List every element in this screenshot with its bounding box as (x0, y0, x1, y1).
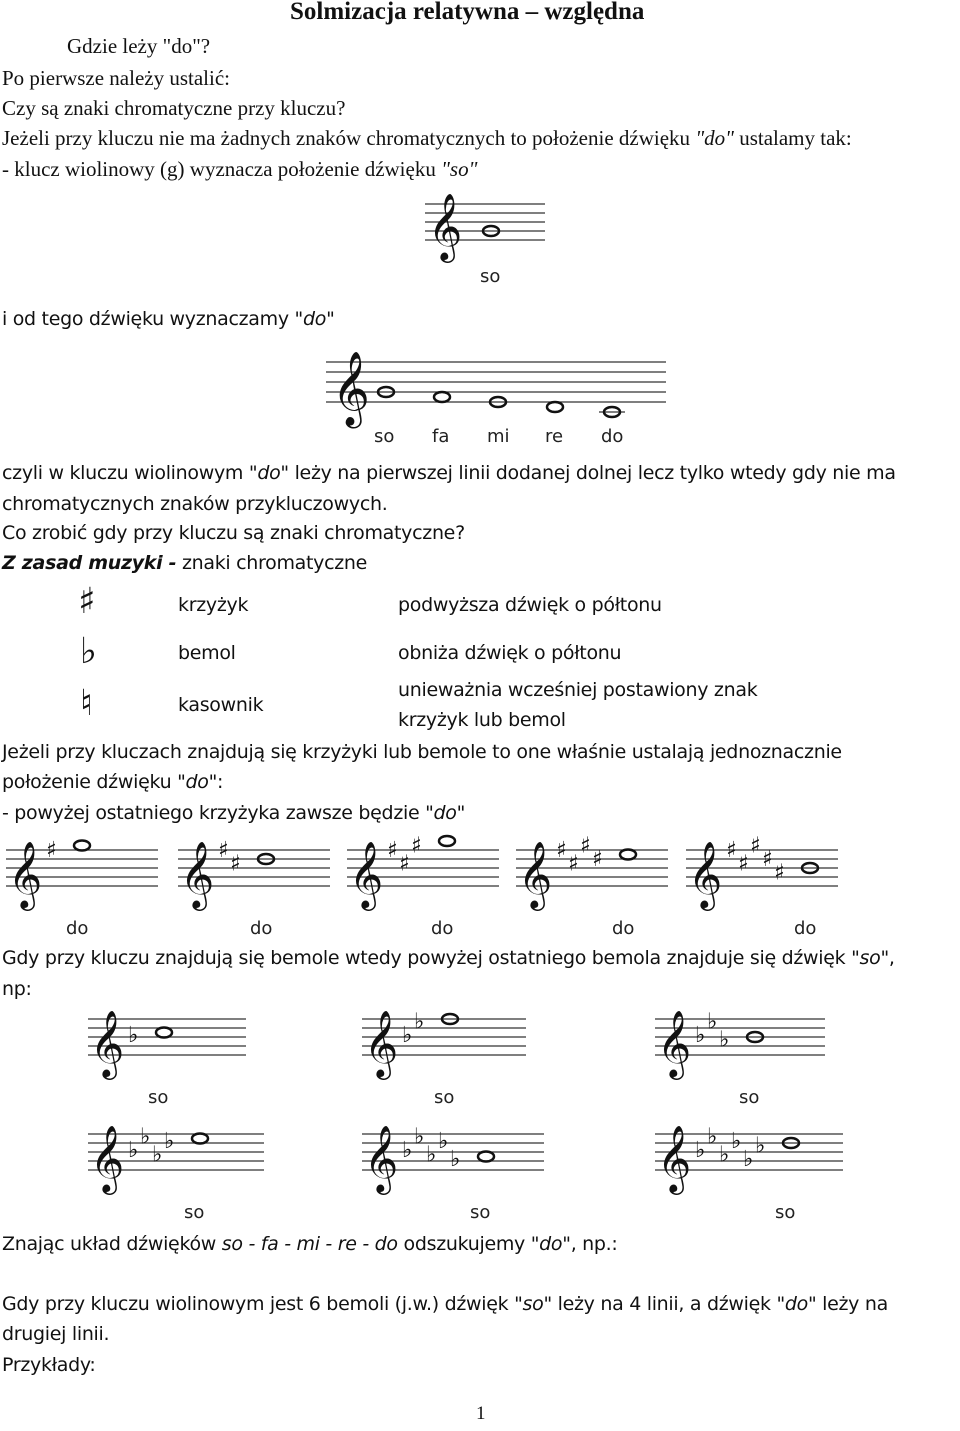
question-chromatic: Czy są znaki chromatyczne przy kluczu? (2, 96, 346, 120)
flat-accidental-icon: ♭ (414, 1124, 425, 1150)
note-do (620, 850, 636, 860)
flat-accidental-icon: ♭ (731, 1129, 742, 1154)
flat-key-staff (362, 1120, 552, 1230)
para6-line-2: drugiej linii. (2, 1323, 110, 1345)
sign-name-sharp: krzyżyk (178, 594, 249, 616)
sharp-key-staff (516, 833, 676, 946)
para4-line-2: np: (2, 978, 32, 1000)
note-label-fa: fa (432, 426, 450, 447)
treble-clef-icon: 𝄞 (518, 840, 553, 908)
treble-clef-icon: 𝄞 (90, 1124, 125, 1192)
note-do (74, 841, 90, 851)
note-label-do: do (612, 918, 635, 939)
note-label-so: so (374, 426, 395, 447)
flat-accidental-icon: ♭ (414, 1009, 425, 1035)
para2-line-1: czyli w kluczu wiolinowym "do" leży na pierwszej linii dodanej dolnej lecz tylko wtedy gdy nie ma (2, 462, 896, 484)
note-label-so: so (148, 1087, 169, 1108)
question-where-do: Gdzie leży "do"? (67, 34, 211, 58)
note-label-so: so (480, 266, 501, 287)
sharp-accidental-icon: ♯ (218, 838, 229, 863)
sign-desc-natural-1: unieważnia wcześniej postawiony znak (398, 679, 758, 701)
sharp-key-examples (0, 833, 960, 946)
sharp-key-staff (347, 833, 507, 946)
treble-clef-icon: 𝄞 (332, 352, 370, 426)
natural-symbol-icon: ♮ (80, 683, 93, 724)
para2-line-2: chromatycznych znaków przykluczowych. (2, 493, 388, 515)
para3-line-2: położenie dźwięku "do": (2, 771, 224, 793)
flat-accidental-icon: ♭ (695, 1138, 706, 1163)
flat-key-staff (655, 1120, 851, 1230)
sharp-accidental-icon: ♯ (592, 847, 603, 872)
treble-clef-icon: 𝄞 (657, 1124, 692, 1192)
para2-line-3: Co zrobić gdy przy kluczu są znaki chromatyczne? (2, 522, 465, 544)
flat-accidental-icon: ♭ (402, 1138, 413, 1163)
sharp-accidental-icon: ♯ (762, 847, 773, 872)
sharp-accidental-icon: ♯ (738, 851, 749, 877)
sharp-accidental-icon: ♯ (580, 833, 591, 859)
sharp-accidental-icon: ♯ (411, 833, 422, 859)
flat-accidental-icon: ♭ (719, 1027, 730, 1053)
note-label-do: do (601, 426, 624, 447)
sharp-accidental-icon: ♯ (568, 851, 579, 877)
treble-clef-icon: 𝄞 (657, 1009, 692, 1077)
para6-line-1: Gdy przy kluczu wiolinowym jest 6 bemoli (j.w.) dźwięk "so" leży na 4 linii, a dźwięk "do" leży na (2, 1293, 888, 1315)
note-label-do: do (250, 918, 273, 939)
sharp-symbol-icon: ♯ (78, 581, 96, 622)
flat-accidental-icon: ♭ (707, 1124, 718, 1150)
flat-symbol-icon: ♭ (80, 631, 97, 672)
staff-so-example (425, 190, 555, 290)
sign-desc-natural-2: krzyżyk lub bemol (398, 709, 566, 731)
sign-desc-sharp: podwyższa dźwięk o półtonu (398, 594, 662, 616)
sharp-accidental-icon: ♯ (726, 838, 737, 863)
flat-key-examples (0, 1005, 960, 1230)
treble-clef-icon: 𝄞 (8, 840, 43, 908)
note-fa (434, 392, 450, 402)
flat-accidental-icon: ♭ (402, 1023, 413, 1048)
note-label-do: do (66, 918, 89, 939)
flat-accidental-icon: ♭ (755, 1133, 766, 1159)
staff-descending-example (326, 340, 676, 450)
treble-clef-icon: 𝄞 (90, 1009, 125, 1077)
flat-accidental-icon: ♭ (128, 1138, 139, 1163)
note-label-mi: mi (487, 426, 510, 447)
flat-accidental-icon: ♭ (438, 1129, 449, 1154)
flat-accidental-icon: ♭ (164, 1129, 175, 1154)
flat-accidental-icon: ♭ (707, 1009, 718, 1035)
sharp-key-staff (6, 836, 166, 946)
flat-accidental-icon: ♭ (140, 1124, 151, 1150)
flat-accidental-icon: ♭ (695, 1023, 706, 1048)
para4-line-1: Gdy przy kluczu znajdują się bemole wtedy powyżej ostatniego bemola znajduje się dźwięk "so", (2, 947, 895, 969)
sharp-key-staff (178, 836, 338, 946)
treble-clef-icon: 𝄞 (364, 1124, 399, 1192)
note-so (192, 1134, 208, 1144)
para3-line-3: - powyżej ostatniego krzyżyka zawsze będzie "do" (2, 802, 466, 824)
sign-desc-flat: obniża dźwięk o półtonu (398, 642, 622, 664)
page-title: Solmizacja relatywna – względna (290, 0, 645, 25)
note-label-do: do (431, 918, 454, 939)
para5-line: Znając układ dźwięków so - fa - mi - re - do odszukujemy "do", np.: (2, 1233, 618, 1255)
note-do (439, 836, 455, 846)
page-number: 1 (476, 1403, 486, 1424)
flat-key-staff (362, 1005, 534, 1115)
treble-clef-icon: 𝄞 (180, 840, 215, 908)
flat-accidental-icon: ♭ (128, 1023, 139, 1048)
note-label-so: so (434, 1087, 455, 1108)
para2-line-4: Z zasad muzyki - znaki chromatyczne (2, 552, 368, 574)
flat-key-staff (88, 1120, 272, 1230)
para3-line-1: Jeżeli przy kluczach znajdują się krzyżyki lub bemole to one właśnie ustalają jednoznacznie (2, 741, 842, 763)
treble-clef-icon: 𝄞 (349, 840, 384, 908)
note-so (156, 1028, 172, 1038)
sharp-accidental-icon: ♯ (750, 833, 761, 859)
note-label-so: so (775, 1202, 796, 1223)
note-label-so: so (470, 1202, 491, 1223)
sharp-key-staff (686, 833, 846, 946)
sharp-accidental-icon: ♯ (46, 838, 57, 863)
intro-line-2: - klucz wiolinowy (g) wyznacza położenie dźwięku "so" (2, 157, 478, 181)
flat-accidental-icon: ♭ (743, 1147, 754, 1172)
flat-key-staff (655, 1005, 833, 1115)
flat-key-staff (88, 1005, 254, 1115)
flat-accidental-icon: ♭ (426, 1142, 437, 1168)
first-step: Po pierwsze należy ustalić: (2, 66, 231, 90)
note-re (547, 402, 563, 412)
note-label-do: do (794, 918, 817, 939)
flat-accidental-icon: ♭ (152, 1142, 163, 1168)
flat-accidental-icon: ♭ (450, 1147, 461, 1172)
note-so (478, 1152, 494, 1162)
sharp-accidental-icon: ♯ (399, 851, 410, 877)
flat-accidental-icon: ♭ (719, 1142, 730, 1168)
treble-clef-icon: 𝄞 (364, 1009, 399, 1077)
para6-line-3: Przykłady: (2, 1354, 96, 1376)
sign-name-flat: bemol (178, 642, 236, 664)
note-label-so: so (184, 1202, 205, 1223)
treble-clef-icon: 𝄞 (428, 192, 463, 260)
sign-name-natural: kasownik (178, 694, 264, 716)
treble-clef-icon: 𝄞 (688, 840, 723, 908)
sharp-accidental-icon: ♯ (387, 838, 398, 863)
sharp-accidental-icon: ♯ (774, 860, 785, 886)
sharp-accidental-icon: ♯ (230, 851, 241, 877)
note-label-so: so (739, 1087, 760, 1108)
sharp-accidental-icon: ♯ (556, 838, 567, 863)
intro-line-1: Jeżeli przy kluczu nie ma żadnych znaków chromatycznych to położenie dźwięku "do" ustalamy tak: (2, 126, 852, 150)
line-find-do: i od tego dźwięku wyznaczamy "do" (2, 308, 335, 330)
note-label-re: re (545, 426, 564, 447)
